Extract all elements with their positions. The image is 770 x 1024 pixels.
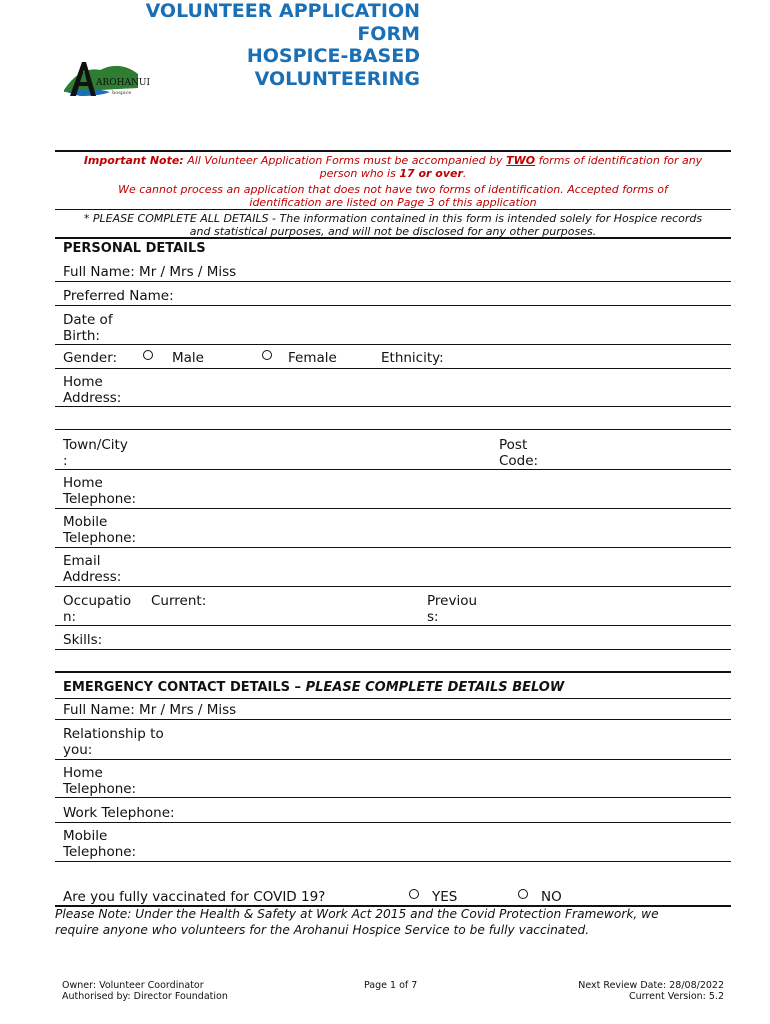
personal-details-heading: PERSONAL DETAILS (63, 241, 206, 256)
footer-owner: Owner: Volunteer Coordinator (62, 980, 204, 991)
skills-label: Skills: (63, 632, 103, 648)
footer-left (62, 980, 228, 1002)
full-name-label: Full Name: Mr / Mrs / Miss (63, 264, 237, 280)
emergency-heading (63, 680, 564, 695)
current-occupation-label: Current: (151, 593, 207, 609)
post-code-label (499, 437, 538, 469)
female-label: Female (288, 350, 337, 366)
dob-label (63, 312, 113, 344)
home-telephone-label-2: Telephone: (63, 491, 137, 507)
email-label-1: Email (63, 553, 101, 569)
previous-occupation-label (427, 593, 477, 625)
no-radio[interactable] (518, 889, 528, 899)
emergency-mobile-field[interactable] (55, 861, 731, 862)
work-telephone-label: Work Telephone: (63, 805, 175, 821)
important-text-3: person who is (319, 167, 396, 180)
cannot-line-1: We cannot process an application that does not have two forms of identification. Accepted forms of (118, 183, 668, 196)
covid-note (55, 907, 659, 938)
home-address-field-2[interactable] (55, 429, 731, 430)
logo-subtext: hospice (112, 90, 132, 96)
home-address-field[interactable] (55, 406, 731, 407)
home-address-label-1: Home (63, 374, 103, 390)
dob-label-1: Date of (63, 312, 113, 328)
footer-version: Current Version: 5.2 (629, 991, 724, 1002)
relationship-label-2: you: (63, 742, 93, 758)
mobile-telephone-label-2: Telephone: (63, 530, 137, 546)
period: . (462, 167, 467, 180)
complete-line-2: and statistical purposes, and will not be disclosed for any other purposes. (189, 225, 597, 238)
arohanui-hospice-logo (60, 52, 160, 102)
footer-right (578, 980, 724, 1002)
occupation-label (63, 593, 131, 625)
logo-text: AROHANUI (96, 78, 151, 88)
occupation-label-2: n: (63, 609, 77, 625)
home-address-label-2: Address: (63, 390, 122, 406)
footer-authorised: Authorised by: Director Foundation (62, 991, 228, 1002)
town-label-1: Town/City (63, 437, 128, 453)
covid-question: Are you fully vaccinated for COVID 19? (63, 889, 326, 905)
relationship-label (63, 726, 164, 758)
important-note (55, 154, 731, 180)
emergency-mobile-1: Mobile (63, 828, 108, 844)
gender-row-line[interactable] (55, 368, 731, 369)
age-emphasis: 17 or over (399, 167, 463, 180)
email-label (63, 553, 121, 585)
covid-note-2: require anyone who volunteers for the Arohanui Hospice Service to be fully vaccinated. (55, 922, 590, 937)
ethnicity-label: Ethnicity: (381, 350, 444, 366)
divider (55, 698, 731, 699)
previous-label-2: s: (427, 609, 439, 625)
female-radio[interactable] (262, 350, 272, 360)
relationship-field[interactable] (55, 759, 731, 760)
cannot-line-2: identification are listed on Page 3 of this application (249, 196, 537, 209)
title-line-3: HOSPICE-BASED (246, 45, 420, 67)
emergency-home-telephone-label (63, 765, 136, 797)
post-code-label-2: Code: (499, 453, 539, 469)
home-telephone-field[interactable] (55, 508, 731, 509)
male-label: Male (172, 350, 204, 366)
emergency-home-tel-2: Telephone: (63, 781, 137, 797)
emergency-heading-text: EMERGENCY CONTACT DETAILS – (63, 680, 306, 695)
dob-field[interactable] (55, 344, 731, 345)
emergency-home-tel-1: Home (63, 765, 103, 781)
mobile-telephone-label-1: Mobile (63, 514, 108, 530)
complete-line-1: * PLEASE COMPLETE ALL DETAILS - The information contained in this form is intended solely for Hospice records (83, 212, 703, 225)
footer-review: Next Review Date: 28/08/2022 (578, 980, 724, 991)
home-telephone-label (63, 475, 136, 507)
skills-field[interactable] (55, 649, 731, 650)
mobile-telephone-label (63, 514, 136, 546)
post-code-label-1: Post (499, 437, 528, 453)
emergency-full-name-label: Full Name: Mr / Mrs / Miss (63, 702, 237, 718)
town-label-2: : (63, 453, 68, 469)
town-field[interactable] (55, 469, 731, 470)
yes-radio[interactable] (409, 889, 419, 899)
emergency-home-telephone-field[interactable] (55, 797, 731, 798)
no-label: NO (541, 889, 562, 905)
work-telephone-field[interactable] (55, 822, 731, 823)
complete-note (55, 212, 731, 238)
title-line-4: VOLUNTEERING (254, 67, 420, 90)
dob-label-2: Birth: (63, 328, 100, 344)
divider (55, 671, 731, 673)
page-number: Page 1 of 7 (364, 980, 418, 991)
emergency-full-name-field[interactable] (55, 719, 731, 720)
title-line-1: VOLUNTEER APPLICATION (145, 0, 420, 22)
preferred-name-label: Preferred Name: (63, 288, 174, 304)
home-address-label (63, 374, 121, 406)
male-radio[interactable] (143, 350, 153, 360)
emergency-mobile-label (63, 828, 136, 860)
preferred-name-field[interactable] (55, 305, 731, 306)
occupation-label-1: Occupatio (63, 593, 132, 609)
town-label (63, 437, 128, 469)
important-text-2: forms of identification for any (538, 154, 703, 167)
title-line-2: FORM (357, 22, 420, 45)
divider (55, 237, 731, 239)
full-name-field[interactable] (55, 281, 731, 282)
email-label-2: Address: (63, 569, 122, 585)
identification-note (55, 183, 731, 209)
email-field[interactable] (55, 586, 731, 587)
important-label: Important Note: (83, 154, 184, 167)
relationship-label-1: Relationship to (63, 726, 164, 742)
emergency-mobile-2: Telephone: (63, 844, 137, 860)
emergency-heading-italic: PLEASE COMPLETE DETAILS BELOW (305, 680, 565, 695)
gender-label: Gender: (63, 350, 118, 366)
occupation-field[interactable] (55, 625, 731, 626)
important-text: All Volunteer Application Forms must be accompanied by (187, 154, 503, 167)
two-emphasis: TWO (506, 154, 536, 167)
yes-label: YES (432, 889, 458, 905)
mobile-telephone-field[interactable] (55, 547, 731, 548)
divider (55, 209, 731, 210)
home-telephone-label-1: Home (63, 475, 103, 491)
previous-label-1: Previou (427, 593, 478, 609)
covid-note-1: Please Note: Under the Health & Safety at Work Act 2015 and the Covid Protection Framework, we (55, 907, 659, 921)
divider (55, 150, 731, 152)
